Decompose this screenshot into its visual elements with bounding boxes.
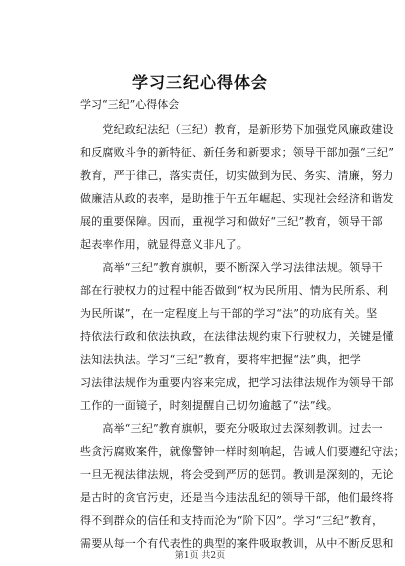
page-footer: 第1页 共2页 bbox=[174, 551, 226, 561]
paragraph-line: 做廉洁从政的表率，是助推于午五年崛起、实现社会经济和谐发 bbox=[80, 192, 394, 205]
paragraph-line: 部在行驶权力的过程中能否做到“权为民所用、情为民所系、利 bbox=[80, 284, 389, 297]
document-subtitle: 学习“三纪”心得体会 bbox=[80, 98, 180, 111]
document-title: 学习三纪心得体会 bbox=[131, 73, 268, 92]
paragraph-line: 持依法行政和依法执政，在法律法规约束下行驶权力，关键是懂 bbox=[80, 330, 394, 343]
paragraph-line: 些贪污腐败案件，就像警钟一样时刻响起，告诫人们要遵纪守法； bbox=[80, 445, 405, 458]
paragraph-line: 教育，严于律己，落实责任，切实做到为民、务实、清廉，努力 bbox=[80, 169, 394, 182]
paragraph-line: 高举“三纪”教育旗帜，要不断深入学习法律法规。领导干 bbox=[80, 261, 383, 274]
paragraph-line: 高举“三纪”教育旗帜，要充分吸取过去深刻教训。过去一 bbox=[80, 422, 383, 435]
paragraph bbox=[80, 417, 405, 555]
paragraph-line: 法知法执法。学习“三纪”教育，要将牢把握“法”典，把学 bbox=[80, 353, 361, 366]
paragraph bbox=[80, 118, 395, 256]
paragraph bbox=[80, 256, 394, 417]
paragraph-line: 党纪政纪法纪（三纪）教育，是新形势下加强党风廉政建设 bbox=[80, 123, 394, 136]
paragraph-line: 和反腐败斗争的新特征、新任务和新要求；领导干部加强“三纪” bbox=[80, 146, 395, 159]
paragraph-line: 一旦无视法律法规，将会受到严厉的惩罚。教训是深刻的，无论 bbox=[80, 468, 394, 481]
paragraph-line: 工作的一面镜子，时刻提醒自己切勿逾越了“法”线。 bbox=[80, 399, 339, 412]
paragraph-line: 是古时的贪官污吏，还是当今违法乱纪的领导干部，他们最终将 bbox=[80, 491, 394, 504]
paragraph-line: 习法律法规作为重要内容来完成，把学习法律法规作为领导干部 bbox=[80, 376, 394, 389]
paragraph-line: 起表率作用，就显得意义非凡了。 bbox=[80, 238, 248, 251]
paragraph-line: 展的重要保障。因而，重视学习和做好“三纪”教育，领导干部 bbox=[80, 215, 383, 228]
paragraph-line: 需要从每一个有代表性的典型的案件吸取教训，从中不断反思和 bbox=[80, 537, 394, 550]
paragraph-line: 为民所谋”，在一定程度上与干部的学习“法”的功底有关。坚 bbox=[80, 307, 378, 320]
paragraph-line: 得不到群众的信任和支持而沦为“阶下囚”。学习“三纪”教育， bbox=[80, 514, 384, 527]
document-body bbox=[80, 118, 405, 555]
